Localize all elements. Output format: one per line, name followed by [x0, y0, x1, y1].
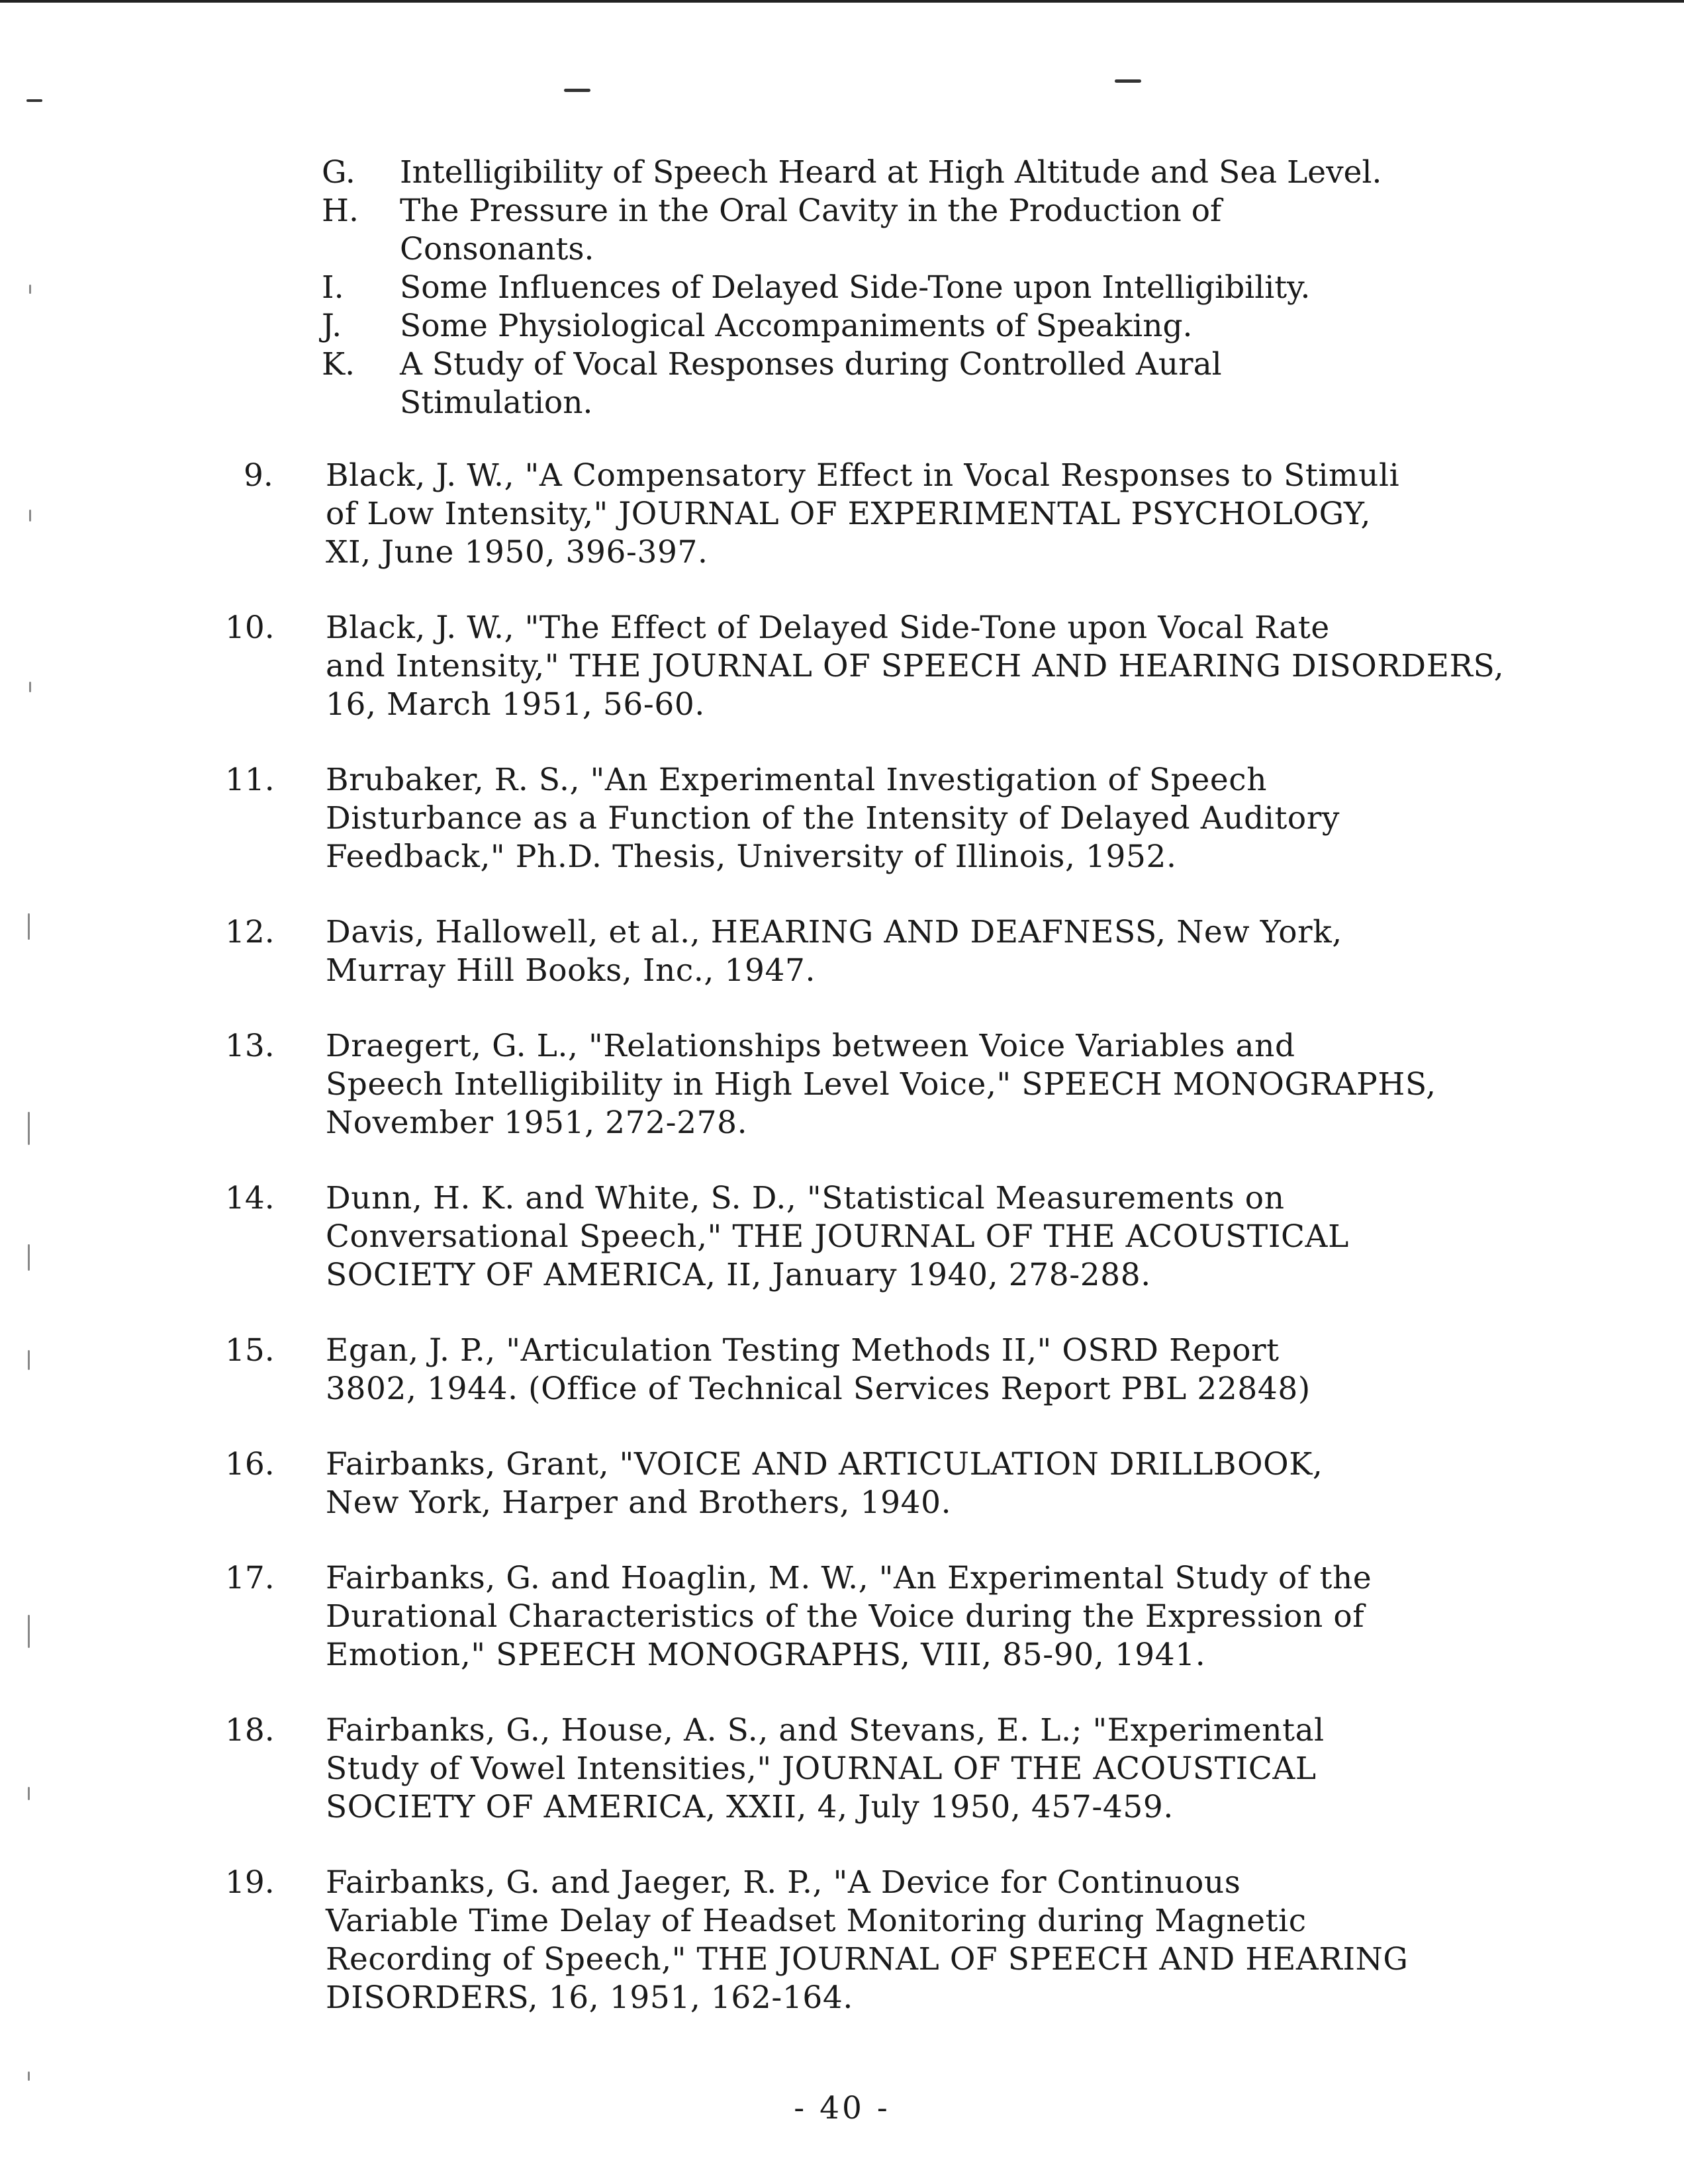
sub-item-letter: J. — [322, 308, 342, 344]
reference-text: Fairbanks, G. and Hoaglin, M. W., "An Experimental Study of the Durational Characteristics of the Voice during the Expression of Emotion," SPEECH MONOGRAPHS, VIII, 85-90, 1941. — [326, 1560, 1372, 1673]
reference-item — [225, 457, 1602, 572]
reference-text: Draegert, G. L., "Relationships between Voice Variables and Speech Intelligibility in High Level Voice," SPEECH MONOGRAPHS, November 1951, 272-278. — [326, 1028, 1436, 1141]
sub-item — [322, 154, 1579, 192]
edge-mark — [28, 1244, 30, 1271]
page-number: - 40 - — [794, 2090, 890, 2126]
reference-text: Fairbanks, G. and Jaeger, R. P., "A Device for Continuous Variable Time Delay of Headset Monitoring during Magnetic Recording of Speech," THE JOURNAL OF SPEECH AND HEARING DISORDERS, 16, 1951, 162-164. — [326, 1864, 1409, 2016]
top-border-line — [0, 0, 1684, 3]
reference-number: 17. — [225, 1560, 275, 1596]
reference-list — [225, 457, 1602, 2017]
reference-item — [225, 1864, 1602, 2017]
sub-item-text: Some Physiological Accompaniments of Speaking. — [400, 308, 1193, 344]
sub-item — [322, 269, 1579, 307]
reference-number: 19. — [225, 1864, 275, 1901]
edge-mark — [28, 1350, 30, 1370]
sub-item-list — [322, 154, 1579, 422]
reference-number: 12. — [225, 914, 275, 950]
reference-number: 14. — [225, 1180, 275, 1216]
reference-number: 16. — [225, 1446, 275, 1482]
edge-mark — [29, 285, 31, 294]
scan-mark-right — [1115, 79, 1141, 83]
reference-text: Brubaker, R. S., "An Experimental Investigation of Speech Disturbance as a Function of the Intensity of Delayed Auditory Feedback," Ph.D. Thesis, University of Illinois, 1952. — [326, 762, 1340, 875]
sub-item-letter: I. — [322, 269, 344, 306]
reference-number: 18. — [225, 1712, 275, 1749]
reference-text: Davis, Hallowell, et al., HEARING AND DEAFNESS, New York, Murray Hill Books, Inc., 1947. — [326, 914, 1342, 989]
edge-mark — [28, 913, 30, 940]
reference-item — [225, 1711, 1602, 1827]
reference-item — [225, 1179, 1602, 1295]
reference-text: Black, J. W., "The Effect of Delayed Side-Tone upon Vocal Rate and Intensity," THE JOURNAL OF SPEECH AND HEARING DISORDERS, 16, March 1951, 56-60. — [326, 610, 1505, 723]
reference-text: Black, J. W., "A Compensatory Effect in Vocal Responses to Stimuli of Low Intensity," JOURNAL OF EXPERIMENTAL PSYCHOLOGY, XI, June 1950, 396-397. — [326, 457, 1400, 570]
reference-item — [225, 761, 1602, 876]
reference-item — [225, 1445, 1602, 1522]
edge-mark — [28, 2071, 30, 2081]
sub-item-text: A Study of Vocal Responses during Controlled Aural Stimulation. — [400, 346, 1222, 421]
reference-item — [225, 609, 1602, 724]
reference-item — [225, 1559, 1602, 1674]
scan-mark-corner — [26, 99, 42, 102]
reference-text: Egan, J. P., "Articulation Testing Methods II," OSRD Report 3802, 1944. (Office of Technical Services Report PBL 22848) — [326, 1332, 1311, 1407]
reference-number: 9. — [244, 457, 273, 494]
sub-item-letter: G. — [322, 154, 355, 191]
sub-item-letter: H. — [322, 193, 359, 229]
edge-mark — [29, 510, 31, 522]
sub-item — [322, 192, 1579, 269]
sub-item-text: The Pressure in the Oral Cavity in the Production of Consonants. — [400, 193, 1222, 267]
reference-item — [225, 1027, 1602, 1142]
reference-text: Fairbanks, Grant, "VOICE AND ARTICULATION DRILLBOOK, New York, Harper and Brothers, 1940. — [326, 1446, 1323, 1521]
sub-item-text: Intelligibility of Speech Heard at High Altitude and Sea Level. — [400, 154, 1382, 191]
sub-item-letter: K. — [322, 346, 355, 383]
edge-mark — [28, 1615, 30, 1648]
reference-text: Fairbanks, G., House, A. S., and Stevans, E. L.; "Experimental Study of Vowel Intensities," JOURNAL OF THE ACOUSTICAL SOCIETY OF AMERICA, XXII, 4, July 1950, 457-459. — [326, 1712, 1325, 1825]
reference-number: 15. — [225, 1332, 275, 1369]
sub-item — [322, 307, 1579, 345]
reference-number: 13. — [225, 1028, 275, 1064]
edge-mark — [29, 682, 31, 692]
reference-text: Dunn, H. K. and White, S. D., "Statistical Measurements on Conversational Speech," THE JOURNAL OF THE ACOUSTICAL SOCIETY OF AMERICA, II, January 1940, 278-288. — [326, 1180, 1349, 1293]
sub-item — [322, 345, 1579, 422]
reference-item — [225, 1332, 1602, 1408]
reference-item — [225, 913, 1602, 990]
scan-mark-left — [564, 89, 590, 92]
sub-item-text: Some Influences of Delayed Side-Tone upon Intelligibility. — [400, 269, 1311, 306]
reference-number: 11. — [225, 762, 275, 798]
reference-number: 10. — [225, 610, 275, 646]
edge-mark — [28, 1787, 30, 1800]
edge-mark — [28, 1112, 30, 1145]
